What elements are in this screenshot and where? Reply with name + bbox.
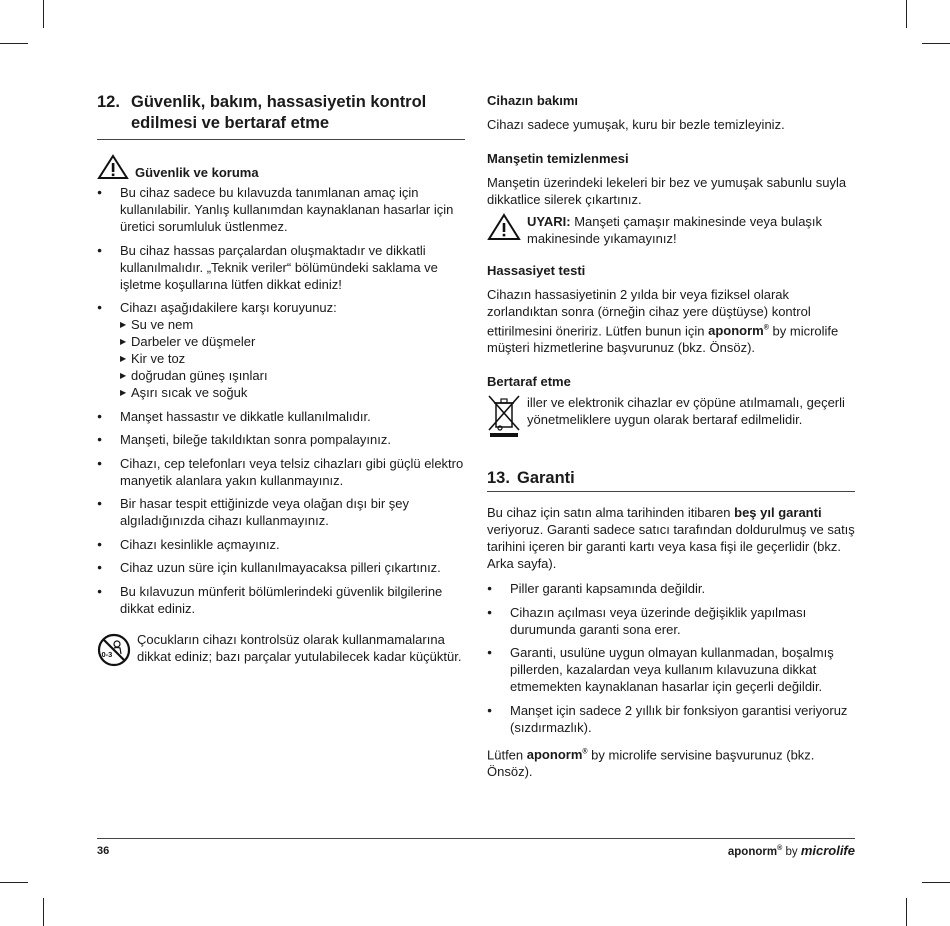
section-12-header bbox=[97, 92, 465, 140]
list-item: ● Cihazı kesinlikle açmayınız. bbox=[97, 536, 465, 553]
warning-text: Manşeti çamaşır makinesinde veya bulaşık makinesinde yıkamayınız! bbox=[527, 214, 823, 246]
section-number: 13. bbox=[487, 469, 510, 488]
list-item: ● Cihazı, cep telefonları veya telsiz cihazları gibi güçlü elektro manyetik alanlara yakın kullanmayınız. bbox=[97, 455, 465, 489]
section-12-title bbox=[97, 92, 465, 134]
crop-mark bbox=[43, 0, 44, 28]
list-item bbox=[97, 299, 465, 401]
brand-name: aponorm® bbox=[526, 747, 588, 763]
accuracy-text bbox=[487, 286, 855, 356]
list-item: ● Bu kılavuzun münferit bölümlerindeki güvenlik bilgilerine dikkat ediniz. bbox=[97, 583, 465, 617]
left-column bbox=[97, 92, 465, 667]
footer-brand bbox=[728, 843, 855, 858]
safety-heading: Güvenlik ve koruma bbox=[135, 165, 259, 180]
warranty-bold: beş yıl garanti bbox=[734, 505, 822, 521]
warning-triangle-icon bbox=[487, 213, 521, 241]
protect-item: ▶ doğrudan güneş ışınları bbox=[120, 367, 465, 384]
cuff-heading: Manşetin temizlenmesi bbox=[487, 151, 629, 166]
warranty-text bbox=[487, 504, 855, 572]
brand-name: aponorm bbox=[727, 846, 778, 858]
child-warning-text: Çocukların cihazı kontrolsüz olarak kullanmamalarına dikkat ediniz; bazı parçalar yutulabilecek kadar küçüktür. bbox=[137, 631, 462, 664]
protect-list bbox=[120, 316, 465, 401]
brand-name: aponorm® bbox=[708, 323, 769, 339]
accuracy-text-a: Cihazın hassasiyetinin 2 yılda bir veya fiziksel olarak zorlandıktan sonra (örneğin cihaz yere düştüyse) kontrol ettirilmesini öneririz. Lütfen bunun için bbox=[487, 287, 811, 339]
list-item: ● Cihaz uzun süre için kullanılmayacaksa pilleri çıkartınız. bbox=[97, 559, 465, 576]
list-item: ● Manşeti, bileğe takıldıktan sonra pompalayınız. bbox=[97, 431, 465, 448]
contact-text-a: Lütfen bbox=[487, 747, 527, 763]
protect-item: ▶ Darbeler ve düşmeler bbox=[120, 333, 465, 350]
crop-mark bbox=[922, 882, 950, 883]
disposal-text: iller ve elektronik cihazlar ev çöpüne atılmamalı, geçerli yönetmeliklere uygun olarak bertaraf edilmelidir. bbox=[527, 395, 845, 428]
brand-by: by bbox=[782, 846, 801, 858]
list-item: ● Cihazın açılması veya üzerinde değişiklik yapılması durumunda garanti sona erer. bbox=[487, 604, 855, 638]
protect-item: ▶ Su ve nem bbox=[120, 316, 465, 333]
warranty-list bbox=[487, 580, 855, 736]
care-heading: Cihazın bakımı bbox=[487, 93, 579, 108]
warning-triangle-icon bbox=[97, 154, 129, 180]
warranty-text-b: veriyoruz. Garanti sadece satıcı tarafından doldurulmuş ve satış tarihini içeren bir garanti kartı veya kasa fişi ile geçerlidir (bkz. Arka sayfa). bbox=[487, 522, 855, 572]
list-item: ● Bu cihaz sadece bu kılavuzda tanımlanan amaç için kullanılabilir. Yanlış kullanımdan kaynaklanan hasarlar için üretici sorumluluk üstlenmez. bbox=[97, 184, 465, 235]
footer-rule bbox=[97, 838, 855, 839]
cuff-warning bbox=[487, 213, 855, 247]
protect-item: ▶ Kir ve toz bbox=[120, 350, 465, 367]
crop-mark bbox=[922, 43, 950, 44]
cuff-text: Manşetin üzerindeki lekeleri bir bez ve yumuşak sabunlu suyla dikkatlice silerek çıkartınız. bbox=[487, 175, 847, 207]
list-item: ● Bu cihaz hassas parçalardan oluşmaktadır ve dikkatli kullanılmalıdır. „Teknik veriler“ bölümündeki saklama ve işletme koşullarına lütfen dikkat ediniz! bbox=[97, 242, 465, 293]
section-13-title bbox=[487, 468, 855, 489]
microlife-logo: microlife bbox=[800, 843, 855, 858]
right-column bbox=[487, 92, 855, 780]
section-title-text: Garanti bbox=[517, 469, 575, 488]
section-number: 12. bbox=[97, 93, 120, 111]
child-warning bbox=[97, 631, 465, 667]
section-13-header bbox=[487, 468, 855, 492]
page-number: 36 bbox=[97, 845, 110, 857]
safety-heading-row bbox=[97, 154, 465, 180]
cuff-warning-text bbox=[527, 213, 855, 247]
crop-mark bbox=[906, 898, 907, 926]
crop-mark bbox=[0, 882, 28, 883]
crop-mark bbox=[906, 0, 907, 28]
crop-mark bbox=[0, 43, 28, 44]
warranty-text-a: Bu cihaz için satın alma tarihinden itibaren bbox=[487, 505, 735, 521]
care-text: Cihazı sadece yumuşak, kuru bir bezle temizleyiniz. bbox=[487, 117, 785, 132]
protect-intro: Cihazı aşağıdakilere karşı koruyunuz: bbox=[120, 300, 337, 315]
contact-text-b: by microlife servisine başvurunuz (bkz. Önsöz). bbox=[487, 747, 815, 780]
crop-mark bbox=[43, 898, 44, 926]
disposal-row bbox=[487, 394, 855, 438]
list-item: ● Manşet için sadece 2 yıllık bir fonksiyon garantisi veriyoruz (sızdırmazlık). bbox=[487, 702, 855, 736]
warning-label: UYARI: bbox=[527, 214, 571, 229]
list-item: ● Bir hasar tespit ettiğinizde veya olağan dışı bir şey algıladığınızda cihazı kullanmayınız. bbox=[97, 495, 465, 529]
registered-mark: ® bbox=[777, 845, 783, 853]
list-item: ● Garanti, usulüne uygun olmayan kullanmadan, boşalmış pillerden, kazalardan veya kullanım kılavuzuna dikkat etmemekten kaynaklanan hasarlar için geçerli değildir. bbox=[487, 644, 855, 695]
disposal-heading: Bertaraf etme bbox=[487, 374, 571, 390]
child-icon-label: 0-3 bbox=[101, 649, 113, 659]
list-item: ● Manşet hassastır ve dikkatle kullanılmalıdır. bbox=[97, 408, 465, 425]
weee-bin-icon bbox=[487, 394, 521, 438]
no-children-icon bbox=[97, 633, 131, 667]
accuracy-text-b: by microlife müşteri hizmetlerine başvurunuz (bkz. Önsöz). bbox=[487, 323, 839, 356]
safety-list bbox=[97, 184, 465, 617]
list-item: ● Piller garanti kapsamında değildir. bbox=[487, 580, 855, 597]
section-title-text: Güvenlik, bakım, hassasiyetin kontrol edilmesi ve bertaraf etme bbox=[131, 93, 427, 132]
protect-item: ▶ Aşırı sıcak ve soğuk bbox=[120, 384, 465, 401]
contact-text bbox=[487, 744, 855, 780]
accuracy-heading: Hassasiyet testi bbox=[487, 263, 586, 278]
